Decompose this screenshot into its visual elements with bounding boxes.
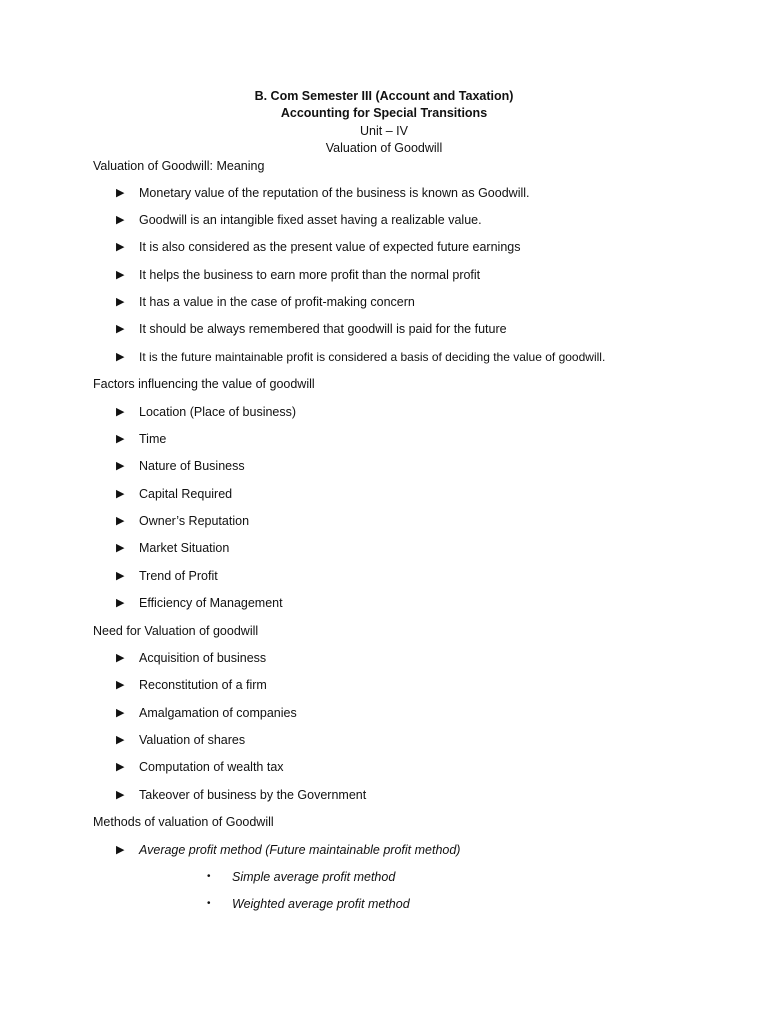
triangle-right-icon: ▶ <box>116 323 125 335</box>
subject-title: Accounting for Special Transitions <box>280 106 488 121</box>
triangle-right-icon: ▶ <box>116 789 125 801</box>
list-item-text: Computation of wealth tax <box>139 760 284 774</box>
triangle-right-icon: ▶ <box>116 214 125 226</box>
list-item-text: Time <box>139 432 167 446</box>
list-item-text: Nature of Business <box>139 459 245 473</box>
triangle-right-icon: ▶ <box>116 844 125 856</box>
list-item-text: Efficiency of Management <box>139 596 283 610</box>
triangle-right-icon: ▶ <box>116 351 125 363</box>
list-item-text: Valuation of shares <box>139 733 246 747</box>
list-item-text: It is also considered as the present value of expected future earnings <box>139 240 521 254</box>
list-item-text: Amalgamation of companies <box>139 706 297 720</box>
triangle-right-icon: ▶ <box>116 488 125 500</box>
list-item-text: Reconstitution of a firm <box>139 678 267 692</box>
section-heading-need: Need for Valuation of goodwill <box>93 624 259 638</box>
list-item-text: Location (Place of business) <box>139 405 297 419</box>
list-item-text: It has a value in the case of profit-making concern <box>139 295 415 309</box>
triangle-right-icon: ▶ <box>116 296 125 308</box>
triangle-right-icon: ▶ <box>116 406 125 418</box>
list-item-text: Goodwill is an intangible fixed asset having a realizable value. <box>139 213 482 227</box>
section-heading-factors: Factors influencing the value of goodwill <box>93 377 315 391</box>
dot-bullet-icon: • <box>207 898 211 909</box>
triangle-right-icon: ▶ <box>116 570 125 582</box>
triangle-right-icon: ▶ <box>116 542 125 554</box>
list-item-text: Takeover of business by the Government <box>139 788 367 802</box>
list-item-text: It is the future maintainable profit is considered a basis of deciding the value of goodwill. <box>139 350 606 364</box>
course-title: B. Com Semester III (Account and Taxation) <box>254 89 514 103</box>
dot-bullet-icon: • <box>207 871 211 882</box>
document-header <box>0 88 768 157</box>
triangle-right-icon: ▶ <box>116 269 125 281</box>
sub-list-item-text: Weighted average profit method <box>232 897 410 911</box>
list-item-text: Trend of Profit <box>139 569 218 583</box>
triangle-right-icon: ▶ <box>116 460 125 472</box>
triangle-right-icon: ▶ <box>116 679 125 691</box>
list-item-text: It should be always remembered that goodwill is paid for the future <box>139 322 507 336</box>
triangle-right-icon: ▶ <box>116 707 125 719</box>
triangle-right-icon: ▶ <box>116 433 125 445</box>
triangle-right-icon: ▶ <box>116 515 125 527</box>
sub-list-item-text: Simple average profit method <box>232 870 396 884</box>
triangle-right-icon: ▶ <box>116 241 125 253</box>
list-item-text: Capital Required <box>139 487 233 501</box>
list-item-text: Average profit method (Future maintainable profit method) <box>139 843 461 857</box>
list-item-text: It helps the business to earn more profit than the normal profit <box>139 268 481 282</box>
list-item-text: Acquisition of business <box>139 651 267 665</box>
triangle-right-icon: ▶ <box>116 597 125 609</box>
list-item-text: Owner’s Reputation <box>139 514 250 528</box>
triangle-right-icon: ▶ <box>116 652 125 664</box>
list-item-text: Monetary value of the reputation of the business is known as Goodwill. <box>139 186 530 200</box>
topic-title: Valuation of Goodwill <box>325 140 443 155</box>
triangle-right-icon: ▶ <box>116 187 125 199</box>
triangle-right-icon: ▶ <box>116 734 125 746</box>
triangle-right-icon: ▶ <box>116 761 125 773</box>
unit-label: Unit – IV <box>360 123 408 138</box>
section-heading-meaning: Valuation of Goodwill: Meaning <box>93 159 265 173</box>
section-heading-methods: Methods of valuation of Goodwill <box>93 815 274 829</box>
list-item-text: Market Situation <box>139 541 230 555</box>
